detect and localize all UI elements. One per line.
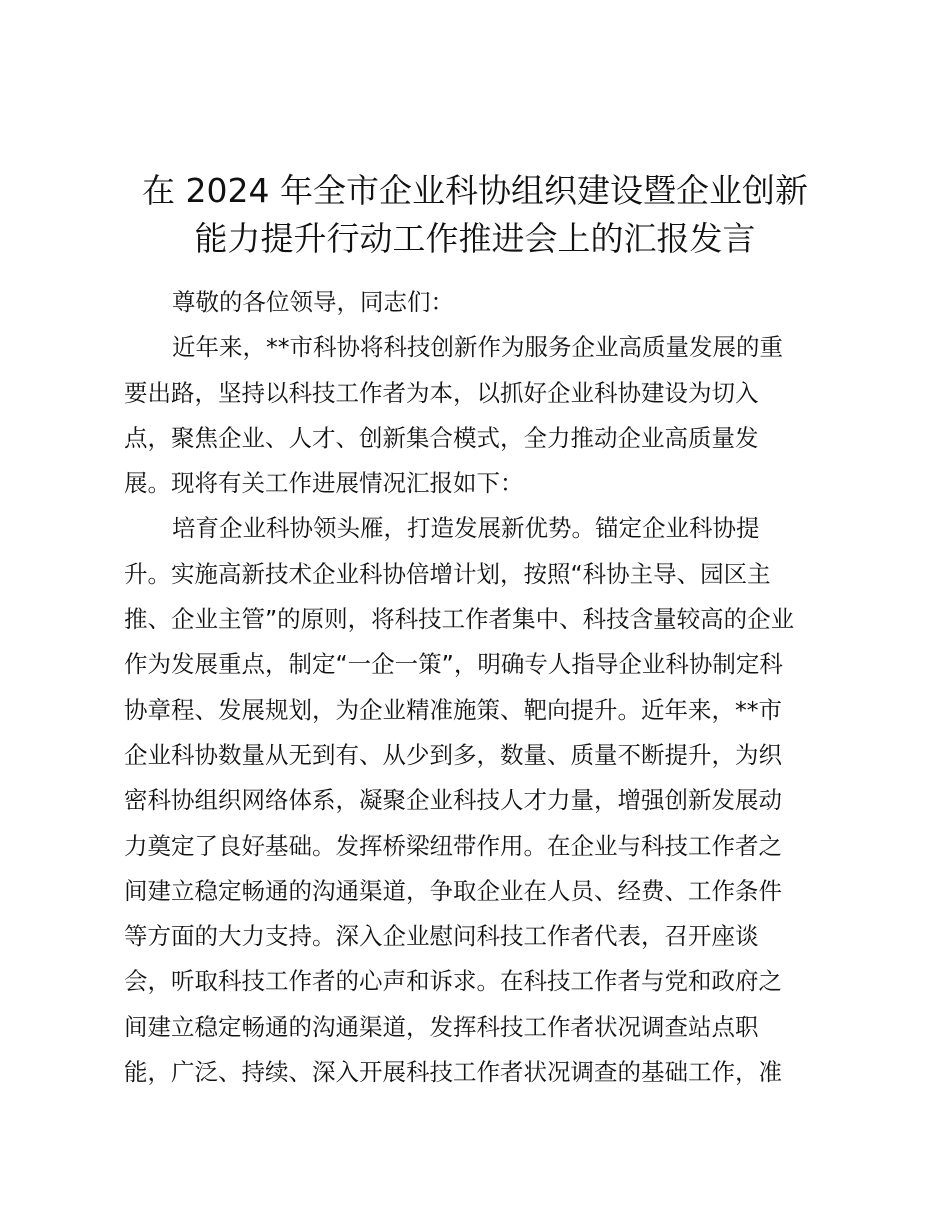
document-title-line-2: 能力提升行动工作推进会上的汇报发言 (194, 219, 756, 258)
body-line: 推、企业主管”的原则，将科技工作者集中、科技含量较高的企业 (124, 605, 795, 634)
body-line: 力奠定了良好基础。发挥桥梁纽带作用。在企业与科技工作者之 (124, 831, 782, 860)
body-line: 企业科协数量从无到有、从少到多，数量、质量不断提升，为织 (124, 740, 782, 769)
body-line: 要出路，坚持以科技工作者为本，以抓好企业科协建设为切入 (124, 378, 759, 407)
body-line: 能，广泛、持续、深入开展科技工作者状况调查的基础工作，准 (124, 1058, 782, 1087)
body-line: 等方面的大力支持。深入企业慰问科技工作者代表，召开座谈 (124, 922, 759, 951)
body-line: 间建立稳定畅通的沟通渠道，发挥科技工作者状况调查站点职 (124, 1012, 759, 1041)
body-line: 密科协组织网络体系，凝聚企业科技人才力量，增强创新发展动 (124, 786, 782, 815)
body-line: 展。现将有关工作进展情况汇报如下： (124, 469, 524, 498)
body-line: 点，聚焦企业、人才、创新集合模式，全力推动企业高质量发 (124, 423, 759, 452)
body-line: 近年来，**市科协将科技创新作为服务企业高质量发展的重 (172, 333, 783, 362)
document-title-line-1: 在 2024 年全市企业科协组织建设暨企业创新 (142, 171, 808, 210)
body-line: 会，听取科技工作者的心声和诉求。在科技工作者与党和政府之 (124, 967, 782, 996)
body-line: 作为发展重点，制定“一企一策”，明确专人指导企业科协制定科 (124, 650, 783, 679)
document-body (124, 280, 844, 1095)
body-line: 培育企业科协领头雁，打造发展新优势。锚定企业科协提 (172, 514, 760, 543)
salutation: 尊敬的各位领导，同志们： (172, 288, 454, 316)
body-line: 间建立稳定畅通的沟通渠道，争取企业在人员、经费、工作条件 (124, 876, 782, 905)
body-line: 升。实施高新技术企业科协倍增计划，按照“科协主导、园区主 (124, 559, 771, 588)
body-line: 协章程、发展规划，为企业精准施策、靶向提升。近年来，**市 (124, 695, 782, 724)
